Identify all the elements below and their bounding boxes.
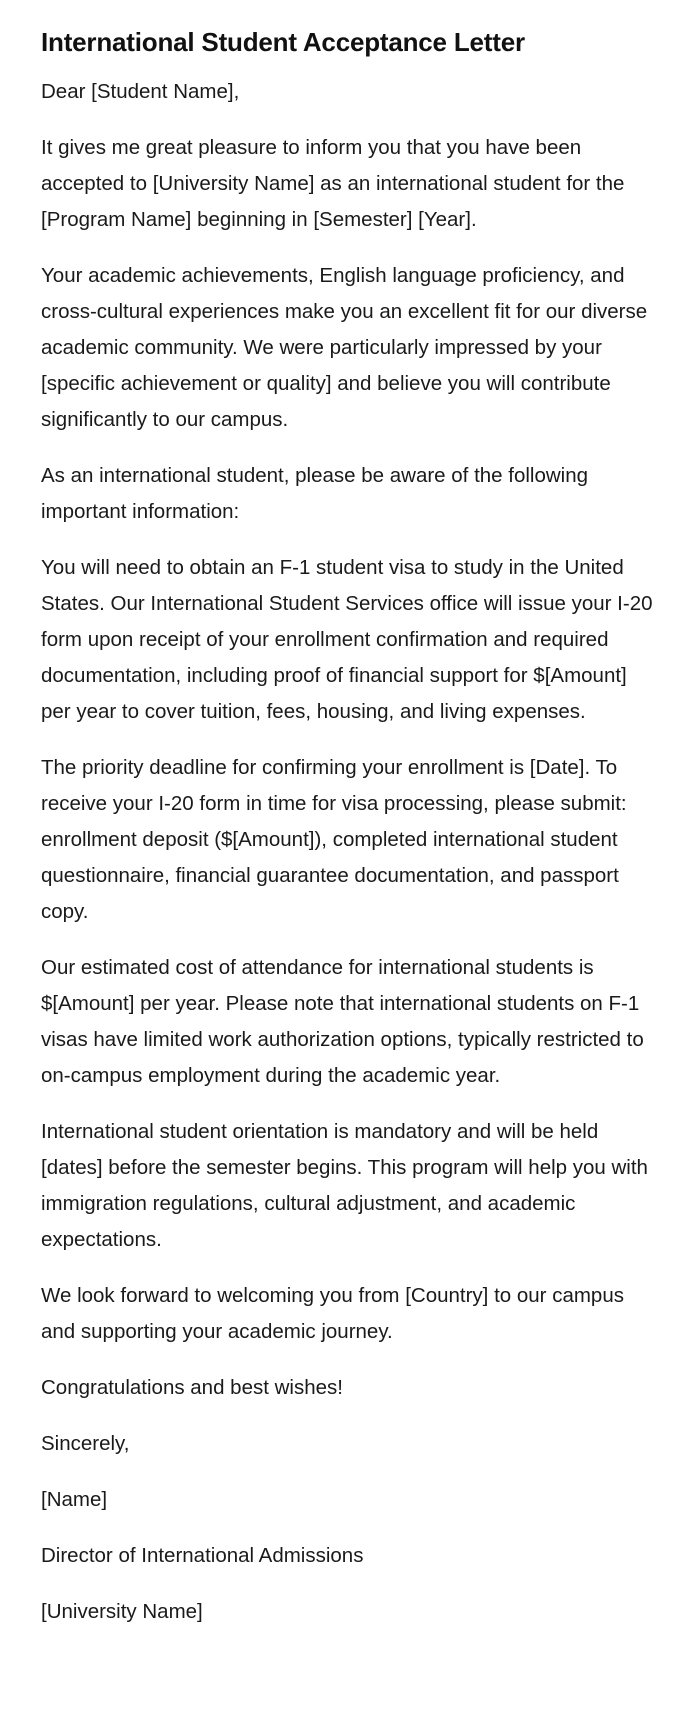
signer-university: [University Name]	[41, 1600, 203, 1623]
signer-name: [Name]	[41, 1488, 108, 1511]
deadline-paragraph: The priority deadline for confirming your enrollment is [Date]. To receive your I-20 form in time for visa processing, please submit: enrollment deposit ($[Amount]), completed international student questionnaire, financial guarantee documentation, and passport copy.	[41, 756, 627, 923]
achievements-paragraph: Your academic achievements, English language proficiency, and cross-cultural experiences make you an excellent fit for our diverse academic community. We were particularly impressed by your [specific achievement or quality] and believe you will contribute significantly to our campus.	[41, 264, 648, 431]
welcome-paragraph: We look forward to welcoming you from [Country] to our campus and supporting your academic journey.	[41, 1284, 624, 1343]
signer-title: Director of International Admissions	[41, 1544, 364, 1567]
acceptance-paragraph: It gives me great pleasure to inform you that you have been accepted to [University Name] as an international student for the [Program Name] beginning in [Semester] [Year].	[41, 136, 625, 231]
letter-document	[41, 22, 661, 1650]
visa-paragraph: You will need to obtain an F-1 student visa to study in the United States. Our International Student Services office will issue your I-20 form upon receipt of your enrollment confirmation and required documentation, including proof of financial support for $[Amount] per year to cover tuition, fees, housing, and living expenses.	[41, 556, 653, 723]
salutation: Dear [Student Name],	[41, 80, 240, 103]
letter-title: International Student Acceptance Letter	[41, 27, 525, 57]
cost-paragraph: Our estimated cost of attendance for international students is $[Amount] per year. Please note that international students on F-1 visas have limited work authorization options, typically restricted to on-campus employment during the academic year.	[41, 956, 644, 1087]
closing-line: Sincerely,	[41, 1432, 130, 1455]
important-info-intro: As an international student, please be aware of the following important information:	[41, 464, 589, 523]
orientation-paragraph: International student orientation is mandatory and will be held [dates] before the semester begins. This program will help you with immigration regulations, cultural adjustment, and academic expectations.	[41, 1120, 648, 1251]
congratulations-line: Congratulations and best wishes!	[41, 1376, 343, 1399]
